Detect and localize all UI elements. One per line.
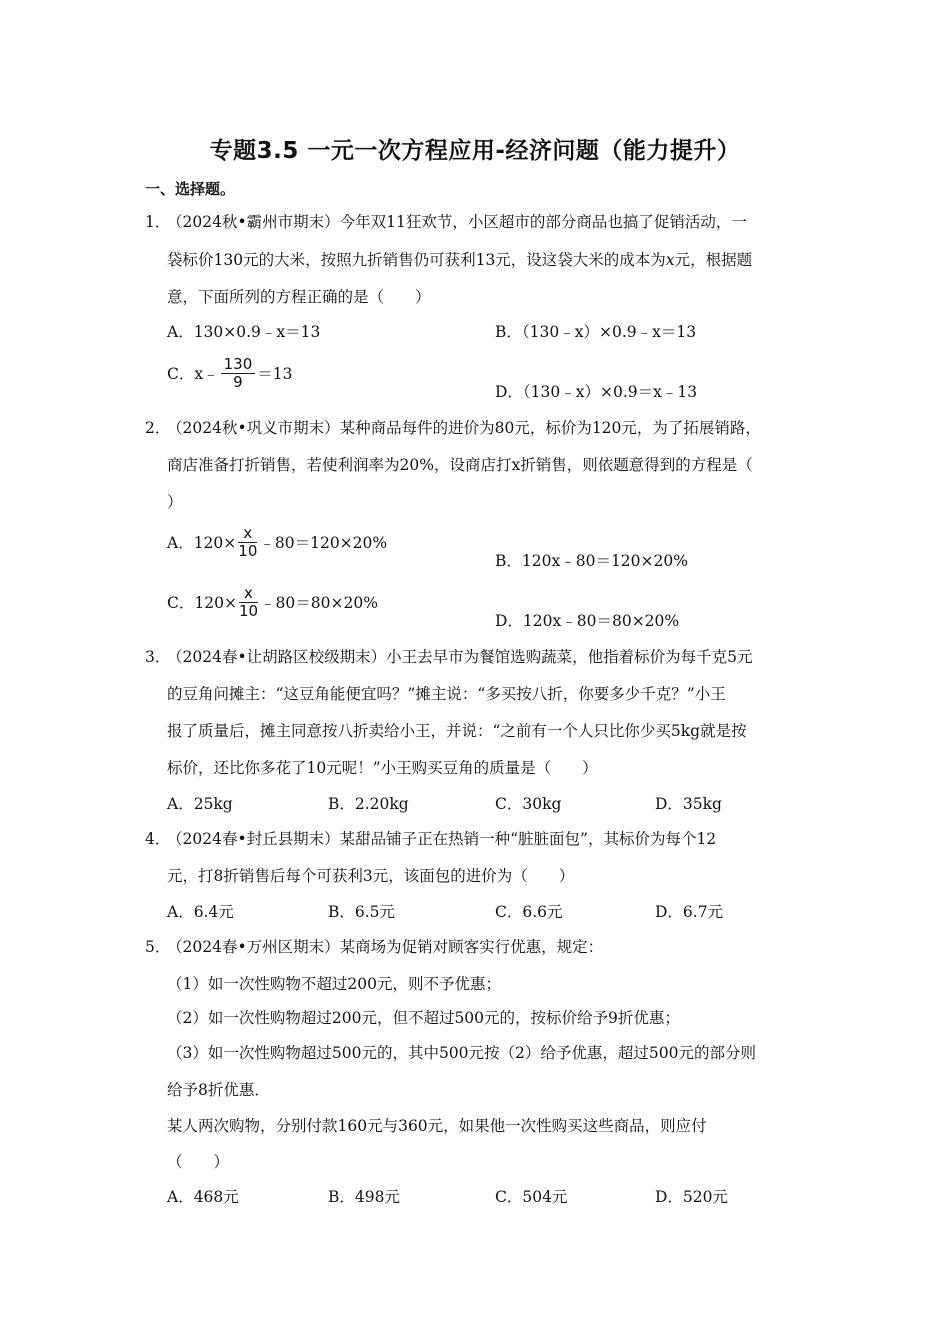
option-a <box>167 526 387 562</box>
question-number: 3． <box>145 648 171 666</box>
question-text: （2024春•封丘县期末）某甜品铺子正在热销一种“脏脏面包”，其标价为每个12 <box>167 830 717 848</box>
question-text: （2024秋•巩义市期末）某种商品每件的进价为80元，标价为120元，为了拓展销路， <box>167 419 761 437</box>
text-segment: A．120× <box>167 534 237 552</box>
question-text: （ ） <box>167 1153 230 1171</box>
fraction-denominator: 10 <box>238 542 258 560</box>
question-text: ） <box>167 493 183 511</box>
question-text: （2）如一次性购物超过200元，但不超过500元的，按标价给予9折优惠； <box>167 1009 680 1027</box>
question-text: 给予8折优惠． <box>167 1081 270 1099</box>
option-a: A．25kg <box>167 795 233 813</box>
question-text: 的豆角问摊主：“这豆角能便宜吗？”摊主说：“多买按八折，你要多少千克？”小王 <box>167 685 726 703</box>
question-text: （2024春•让胡路区校级期末）小王去早市为餐馆选购蔬菜，他指着标价为每千克5元 <box>167 648 753 666</box>
question-text: 标价，还比你多花了10元呢！”小王购买豆角的质量是（ ） <box>167 759 598 777</box>
text-segment: 袋标价130元的大米，按照九折销售仍可获利13元，设这袋大米的成本为 <box>167 251 666 269</box>
question-text: （2024秋•霸州市期末）今年双11狂欢节，小区超市的部分商品也搞了促销活动，一 <box>167 213 747 231</box>
question-text: 报了质量后，摊主同意按八折卖给小王，并说：“之前有一个人只比你少买5kg就是按 <box>167 722 747 740</box>
text-segment: C．120× <box>167 594 237 612</box>
option-a: A．130×0.9﹣x＝13 <box>167 323 321 341</box>
fraction <box>238 524 257 560</box>
option-c: C．504元 <box>495 1188 568 1206</box>
option-a: A．468元 <box>167 1188 239 1206</box>
question-text: 某人两次购物，分别付款160元与360元，如果他一次性购买这些商品，则应付 <box>167 1117 707 1135</box>
question-number: 5． <box>145 938 171 956</box>
question-number: 4． <box>145 830 171 848</box>
option-b: B．2.20kg <box>328 795 409 813</box>
text-segment: ﹣80＝120×20% <box>259 534 388 552</box>
text-segment: ﹣80＝80×20% <box>260 594 378 612</box>
option-d: D．（130﹣x）×0.9＝x﹣13 <box>495 383 698 401</box>
option-c: C．30kg <box>495 795 562 813</box>
option-b: B．6.5元 <box>328 903 396 921</box>
fraction-denominator: 9 <box>233 373 243 391</box>
section-heading: 一、选择题。 <box>145 180 236 198</box>
option-a: A．6.4元 <box>167 903 234 921</box>
question-text: 商店准备打折销售，若使利润率为20%，设商店打x折销售，则依题意得到的方程是（ <box>167 456 753 474</box>
option-b: B．（130﹣x）×0.9﹣x＝13 <box>495 323 697 341</box>
option-c <box>167 357 292 393</box>
option-b: B．498元 <box>328 1188 400 1206</box>
fraction-denominator: 10 <box>238 602 259 620</box>
option-d: D．120x﹣80＝80×20% <box>495 612 680 630</box>
option-d: D．35kg <box>655 795 722 813</box>
option-d: D．520元 <box>655 1188 729 1206</box>
option-b: B．120x﹣80＝120×20% <box>495 552 688 570</box>
question-text: （3）如一次性购物超过500元的，其中500元按（2）给予优惠，超过500元的部分则 <box>167 1044 756 1062</box>
question-text <box>167 250 752 270</box>
text-segment: C．x﹣ <box>167 365 219 383</box>
question-text: 元，打8折销售后每个可获利3元，该面包的进价为（ ） <box>167 867 575 885</box>
question-number: 1． <box>145 213 171 231</box>
question-number: 2． <box>145 419 171 437</box>
option-c: C．6.6元 <box>495 903 563 921</box>
fraction-numerator: x <box>238 524 257 543</box>
option-d: D．6.7元 <box>655 903 724 921</box>
question-text: 意，下面所列的方程正确的是（ ） <box>167 288 431 306</box>
question-text: （1）如一次性购物不超过200元，则不予优惠； <box>167 975 501 993</box>
fraction-numerator: x <box>239 584 258 603</box>
fraction-numerator: 130 <box>221 355 256 374</box>
fraction <box>239 584 258 620</box>
page-title: 专题3.5 一元一次方程应用-经济问题（能力提升） <box>209 138 741 164</box>
question-text: （2024春•万州区期末）某商场为促销对顾客实行优惠，规定： <box>167 938 604 956</box>
variable: x <box>665 251 675 269</box>
text-segment: 元，根据题 <box>674 251 753 269</box>
fraction <box>221 355 256 391</box>
text-segment: ＝13 <box>257 365 293 383</box>
option-c <box>167 586 378 622</box>
